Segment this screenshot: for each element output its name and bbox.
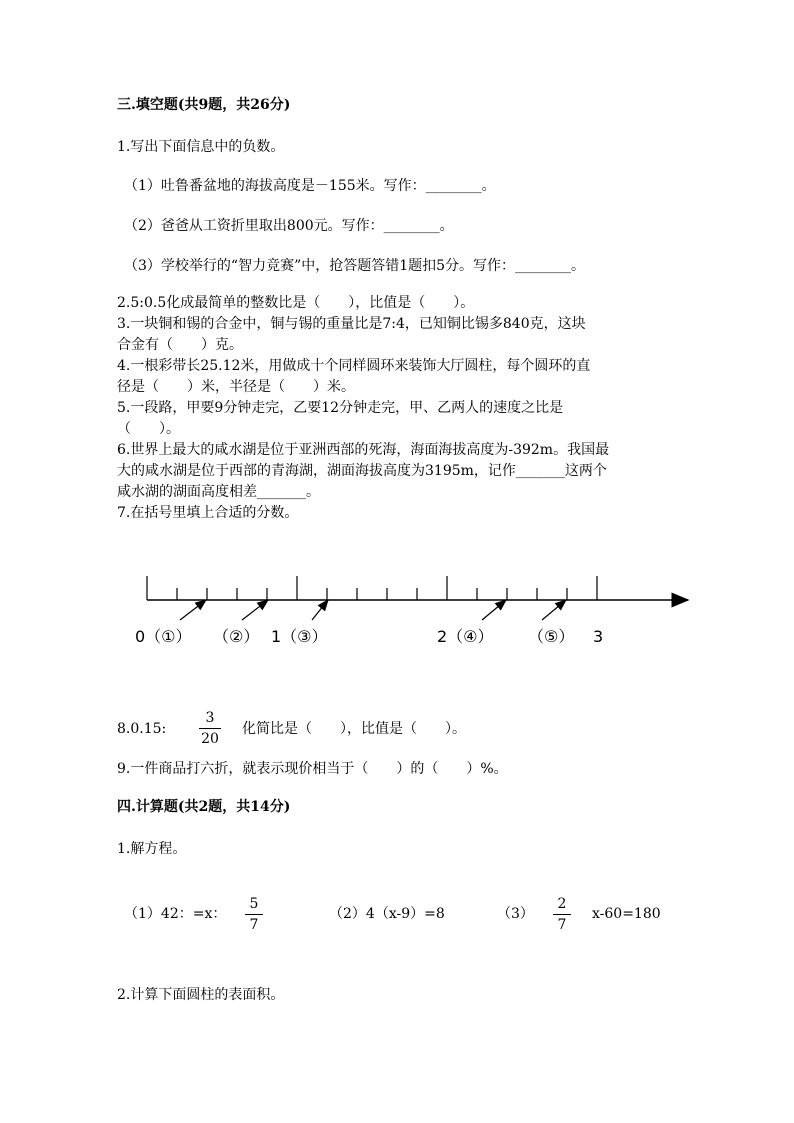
q6-line1: 6.世界上最大的咸水湖是位于亚洲西部的死海，海面海拔高度为-392m。我国最 <box>117 442 610 458</box>
eq1-frac-den: 7 <box>249 917 259 933</box>
arrow-2 <box>242 600 268 620</box>
q8-prefix: 8.0.15: <box>117 721 167 737</box>
number-line-figure <box>0 560 794 660</box>
arrow-5 <box>542 600 566 620</box>
q4-line1: 4.一根彩带长25.12米，用做成十个同样圆环来装饰大厅圆柱，每个圆环的直 <box>117 358 591 374</box>
nl-label-0: 0（①） <box>135 627 192 646</box>
q6-line3: 咸水湖的湖面高度相差_______。 <box>117 484 320 500</box>
q8-frac-num: 3 <box>205 710 215 726</box>
q7-stem: 7.在括号里填上合适的分数。 <box>117 505 299 521</box>
q1-stem: 1.写出下面信息中的负数。 <box>117 139 285 155</box>
q3-line1: 3.一块铜和锡的合金中，铜与锡的重量比是7:4，已知铜比锡多840克，这块 <box>117 316 586 332</box>
q6-line2: 大的咸水湖是位于西部的青海湖，湖面海拔高度为3195m，记作_______这两个 <box>117 463 607 479</box>
calc-q1-stem: 1.解方程。 <box>117 841 187 857</box>
arrow-3 <box>312 600 328 620</box>
q2: 2.5:0.5化成最简单的整数比是（ ），比值是（ ）。 <box>117 295 475 311</box>
q8-frac-den: 20 <box>201 731 219 747</box>
nl-label-3: 2（④） <box>437 627 494 646</box>
eq1-frac-num: 5 <box>249 896 259 912</box>
nl-label-4: （⑤） <box>528 627 575 646</box>
pointer-arrows <box>180 600 566 620</box>
section-4-heading: 四.计算题(共2题，共14分) <box>117 799 291 815</box>
q5-line2: （ ）。 <box>117 421 180 437</box>
q4-line2: 径是（ ）米，半径是（ ）米。 <box>117 379 355 395</box>
arrow-4 <box>482 600 506 620</box>
q1-sub3: （3）学校举行的“智力竞赛”中，抢答题答错1题扣5分。写作：________。 <box>124 258 586 274</box>
eq2: （2）4（x-9）=8 <box>329 906 445 922</box>
eq1-fraction <box>245 895 263 934</box>
q3-line2: 合金有（ ）克。 <box>117 337 243 353</box>
q5-line1: 5.一段路，甲要9分钟走完，乙要12分钟走完，甲、乙两人的速度之比是 <box>117 400 564 416</box>
eq1-prefix: （1）42：=x： <box>124 906 227 922</box>
q8-suffix: 化简比是（ ），比值是（ ）。 <box>242 721 466 737</box>
q8-fraction <box>199 709 221 748</box>
section-3-heading: 三.填空题(共9题，共26分) <box>117 97 291 113</box>
q1-sub1: （1）吐鲁番盆地的海拔高度是－155米。写作：________。 <box>124 178 496 194</box>
eq3-fraction <box>553 895 571 934</box>
eq3-prefix: （3） <box>497 906 534 922</box>
eq3-suffix: x-60=180 <box>592 906 661 922</box>
arrow-1 <box>180 600 206 620</box>
nl-label-1: （②） <box>213 627 260 646</box>
eq3-frac-den: 7 <box>557 917 567 933</box>
calc-q2: 2.计算下面圆柱的表面积。 <box>117 987 285 1003</box>
nl-label-2: 1（③） <box>271 627 328 646</box>
axis-ticks <box>147 576 597 600</box>
q9: 9.一件商品打六折，就表示现价相当于（ ）的（ ）%。 <box>117 761 508 777</box>
nl-label-5: 3 <box>593 627 604 646</box>
eq3-frac-num: 2 <box>557 896 567 912</box>
q1-sub2: （2）爸爸从工资折里取出800元。写作：________。 <box>124 218 454 234</box>
